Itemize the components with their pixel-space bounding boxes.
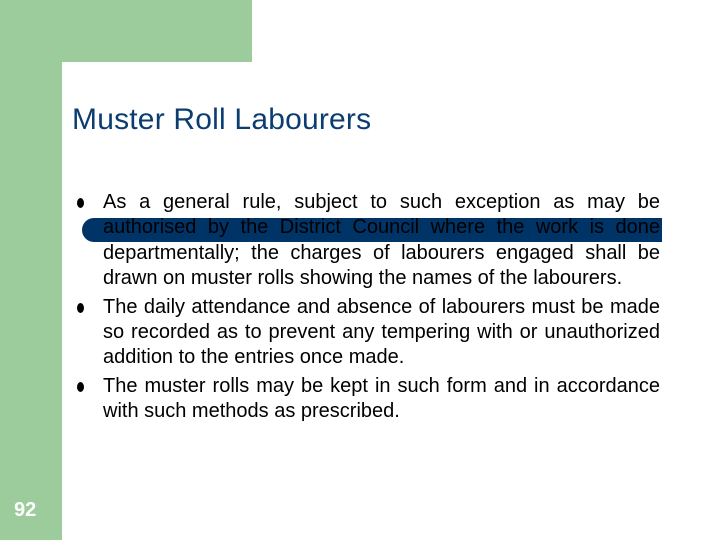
bullet-item: [72, 190, 660, 292]
bullet-text: The daily attendance and absence of labourers must be made so recorded as to prevent any tempering with or unauthorized addition to the entries once made.: [103, 295, 660, 369]
bullet-dot-icon: [77, 198, 84, 208]
bullet-text: As a general rule, subject to such exception as may be authorised by the District Council where the work is done departmentally; the charges of labourers engaged shall be drawn on muster rolls showing the names of the labourers.: [103, 191, 660, 290]
decorative-green-band-left: [0, 0, 62, 540]
bullet-dot-icon: [77, 303, 84, 313]
bullet-text: The muster rolls may be kept in such form and in accordance with such methods as prescribed.: [103, 374, 660, 423]
bullet-list: [72, 190, 660, 428]
slide-title: Muster Roll Labourers: [72, 103, 372, 136]
page-number: 92: [14, 499, 37, 521]
bullet-item: [72, 295, 660, 371]
bullet-dot-icon: [77, 382, 84, 392]
bullet-item: [72, 374, 660, 425]
